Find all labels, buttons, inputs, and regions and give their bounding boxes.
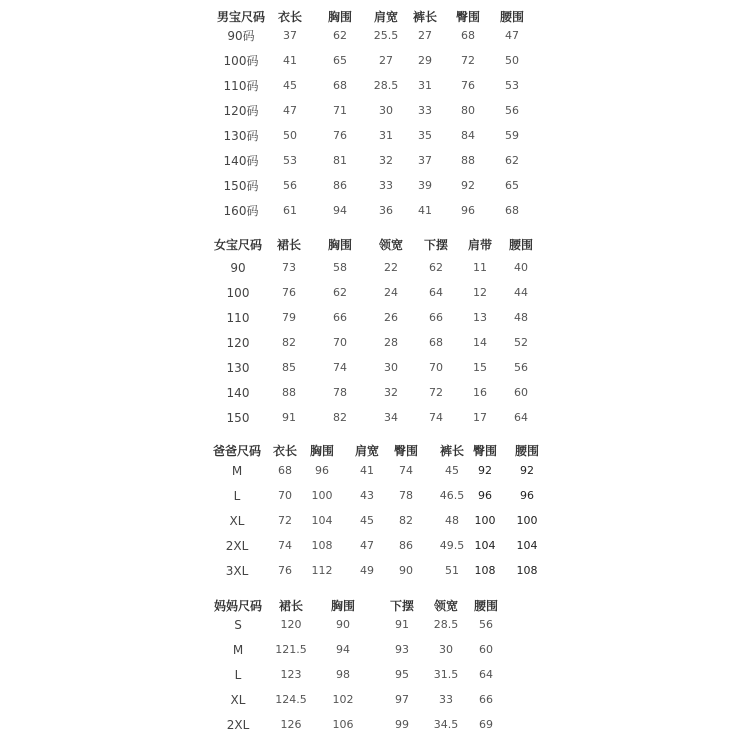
- table-row: [0, 715, 750, 735]
- column-header: 胸围: [309, 444, 335, 458]
- column-header: 臀围: [472, 444, 498, 458]
- size-label: 100码: [223, 54, 259, 68]
- table-row: [0, 51, 750, 71]
- measurement-cell: 72: [461, 54, 475, 67]
- measurement-cell: 62: [505, 154, 519, 167]
- measurement-cell: 51: [445, 564, 459, 577]
- measurement-cell: 24: [384, 286, 398, 299]
- measurement-cell: 71: [333, 104, 347, 117]
- measurement-cell: 47: [505, 29, 519, 42]
- measurement-cell: 12: [473, 286, 487, 299]
- size-label: 140: [226, 386, 250, 400]
- column-header: 胸围: [327, 10, 353, 24]
- size-label: 110码: [223, 79, 259, 93]
- measurement-cell: 74: [333, 361, 347, 374]
- measurement-cell: 86: [399, 539, 413, 552]
- measurement-cell: 58: [333, 261, 347, 274]
- measurement-cell: 64: [429, 286, 443, 299]
- table-row: [0, 176, 750, 196]
- measurement-cell: 72: [278, 514, 292, 527]
- measurement-cell: 121.5: [275, 643, 307, 656]
- column-header: 妈妈尺码: [213, 599, 263, 613]
- table-row: [0, 486, 750, 506]
- table-row: [0, 101, 750, 121]
- size-label: 3XL: [225, 564, 249, 578]
- measurement-cell: 32: [384, 386, 398, 399]
- measurement-cell: 68: [278, 464, 292, 477]
- measurement-cell: 78: [333, 386, 347, 399]
- column-header: 臀围: [455, 10, 481, 24]
- measurement-cell: 35: [418, 129, 432, 142]
- column-header: 裙长: [278, 599, 304, 613]
- column-header: 胸围: [330, 599, 356, 613]
- column-header: 胸围: [327, 238, 353, 252]
- measurement-cell: 100: [474, 514, 496, 527]
- measurement-cell: 95: [395, 668, 409, 681]
- measurement-cell: 64: [479, 668, 493, 681]
- measurement-cell: 92: [478, 464, 492, 477]
- size-label: 130码: [223, 129, 259, 143]
- measurement-cell: 68: [333, 79, 347, 92]
- measurement-cell: 26: [384, 311, 398, 324]
- measurement-cell: 97: [395, 693, 409, 706]
- measurement-cell: 112: [311, 564, 333, 577]
- measurement-cell: 80: [461, 104, 475, 117]
- measurement-cell: 92: [461, 179, 475, 192]
- measurement-cell: 62: [333, 286, 347, 299]
- size-label: 150: [226, 411, 250, 425]
- measurement-cell: 28.5: [373, 79, 399, 92]
- measurement-cell: 56: [479, 618, 493, 631]
- measurement-cell: 32: [379, 154, 393, 167]
- table-header-row: [0, 441, 750, 461]
- measurement-cell: 92: [520, 464, 534, 477]
- measurement-cell: 74: [278, 539, 292, 552]
- table-row: [0, 615, 750, 635]
- measurement-cell: 91: [395, 618, 409, 631]
- measurement-cell: 56: [514, 361, 528, 374]
- measurement-cell: 53: [505, 79, 519, 92]
- measurement-cell: 94: [336, 643, 350, 656]
- column-header: 臀围: [393, 444, 419, 458]
- measurement-cell: 14: [473, 336, 487, 349]
- measurement-cell: 45: [283, 79, 297, 92]
- column-header: 肩带: [467, 238, 493, 252]
- size-label: 150码: [223, 179, 259, 193]
- measurement-cell: 65: [333, 54, 347, 67]
- measurement-cell: 94: [333, 204, 347, 217]
- table-row: [0, 201, 750, 221]
- measurement-cell: 49: [360, 564, 374, 577]
- column-header: 衣长: [272, 444, 298, 458]
- size-label: 140码: [223, 154, 259, 168]
- measurement-cell: 64: [514, 411, 528, 424]
- column-header: 腰围: [514, 444, 540, 458]
- measurement-cell: 96: [315, 464, 329, 477]
- measurement-cell: 70: [333, 336, 347, 349]
- column-header: 男宝尺码: [216, 10, 266, 24]
- measurement-cell: 78: [399, 489, 413, 502]
- measurement-cell: 96: [461, 204, 475, 217]
- measurement-cell: 126: [280, 718, 302, 731]
- table-row: [0, 665, 750, 685]
- measurement-cell: 76: [461, 79, 475, 92]
- measurement-cell: 100: [516, 514, 538, 527]
- measurement-cell: 66: [333, 311, 347, 324]
- measurement-cell: 76: [278, 564, 292, 577]
- measurement-cell: 61: [283, 204, 297, 217]
- measurement-cell: 29: [418, 54, 432, 67]
- measurement-cell: 41: [283, 54, 297, 67]
- measurement-cell: 31.5: [433, 668, 459, 681]
- measurement-cell: 106: [332, 718, 354, 731]
- size-label: 90码: [227, 29, 255, 43]
- table-row: [0, 333, 750, 353]
- measurement-cell: 56: [283, 179, 297, 192]
- table-header-row: [0, 235, 750, 255]
- table-row: [0, 283, 750, 303]
- measurement-cell: 34.5: [433, 718, 459, 731]
- measurement-cell: 102: [332, 693, 354, 706]
- measurement-cell: 84: [461, 129, 475, 142]
- column-header: 腰围: [499, 10, 525, 24]
- table-row: [0, 308, 750, 328]
- measurement-cell: 108: [474, 564, 496, 577]
- table-row: [0, 536, 750, 556]
- measurement-cell: 74: [429, 411, 443, 424]
- measurement-cell: 60: [479, 643, 493, 656]
- column-header: 领宽: [433, 599, 459, 613]
- measurement-cell: 108: [516, 564, 538, 577]
- measurement-cell: 62: [429, 261, 443, 274]
- table-row: [0, 561, 750, 581]
- measurement-cell: 50: [283, 129, 297, 142]
- measurement-cell: 68: [505, 204, 519, 217]
- size-label: 120: [226, 336, 250, 350]
- measurement-cell: 28: [384, 336, 398, 349]
- measurement-cell: 16: [473, 386, 487, 399]
- measurement-cell: 120: [280, 618, 302, 631]
- column-header: 裤长: [439, 444, 465, 458]
- table-row: [0, 511, 750, 531]
- measurement-cell: 65: [505, 179, 519, 192]
- measurement-cell: 70: [278, 489, 292, 502]
- table-row: [0, 461, 750, 481]
- measurement-cell: 25.5: [373, 29, 399, 42]
- table-header-row: [0, 7, 750, 27]
- measurement-cell: 74: [399, 464, 413, 477]
- measurement-cell: 53: [283, 154, 297, 167]
- measurement-cell: 22: [384, 261, 398, 274]
- measurement-cell: 62: [333, 29, 347, 42]
- measurement-cell: 68: [429, 336, 443, 349]
- measurement-cell: 41: [418, 204, 432, 217]
- measurement-cell: 59: [505, 129, 519, 142]
- column-header: 裤长: [412, 10, 438, 24]
- measurement-cell: 44: [514, 286, 528, 299]
- size-label: XL: [230, 693, 246, 707]
- measurement-cell: 82: [282, 336, 296, 349]
- measurement-cell: 11: [473, 261, 487, 274]
- table-row: [0, 151, 750, 171]
- column-header: 肩宽: [373, 10, 399, 24]
- measurement-cell: 68: [461, 29, 475, 42]
- measurement-cell: 72: [429, 386, 443, 399]
- column-header: 下摆: [389, 599, 415, 613]
- column-header: 肩宽: [354, 444, 380, 458]
- measurement-cell: 96: [478, 489, 492, 502]
- measurement-cell: 79: [282, 311, 296, 324]
- measurement-cell: 27: [379, 54, 393, 67]
- measurement-cell: 82: [399, 514, 413, 527]
- measurement-cell: 96: [520, 489, 534, 502]
- measurement-cell: 31: [418, 79, 432, 92]
- measurement-cell: 123: [280, 668, 302, 681]
- measurement-cell: 73: [282, 261, 296, 274]
- measurement-cell: 37: [418, 154, 432, 167]
- size-label: 90: [230, 261, 246, 275]
- size-label: M: [232, 643, 244, 657]
- measurement-cell: 124.5: [275, 693, 307, 706]
- measurement-cell: 86: [333, 179, 347, 192]
- measurement-cell: 100: [311, 489, 333, 502]
- measurement-cell: 30: [379, 104, 393, 117]
- column-header: 腰围: [508, 238, 534, 252]
- measurement-cell: 37: [283, 29, 297, 42]
- measurement-cell: 104: [516, 539, 538, 552]
- measurement-cell: 45: [360, 514, 374, 527]
- measurement-cell: 108: [311, 539, 333, 552]
- table-header-row: [0, 596, 750, 616]
- measurement-cell: 33: [379, 179, 393, 192]
- column-header: 腰围: [473, 599, 499, 613]
- column-header: 裙长: [276, 238, 302, 252]
- measurement-cell: 33: [418, 104, 432, 117]
- measurement-cell: 17: [473, 411, 487, 424]
- measurement-cell: 13: [473, 311, 487, 324]
- column-header: 领宽: [378, 238, 404, 252]
- measurement-cell: 50: [505, 54, 519, 67]
- measurement-cell: 90: [399, 564, 413, 577]
- measurement-cell: 31: [379, 129, 393, 142]
- column-header: 爸爸尺码: [212, 444, 262, 458]
- table-row: [0, 258, 750, 278]
- table-row: [0, 383, 750, 403]
- measurement-cell: 28.5: [433, 618, 459, 631]
- measurement-cell: 104: [311, 514, 333, 527]
- table-row: [0, 358, 750, 378]
- measurement-cell: 41: [360, 464, 374, 477]
- measurement-cell: 47: [360, 539, 374, 552]
- measurement-cell: 82: [333, 411, 347, 424]
- measurement-cell: 40: [514, 261, 528, 274]
- table-row: [0, 408, 750, 428]
- size-label: S: [234, 618, 242, 632]
- measurement-cell: 76: [333, 129, 347, 142]
- size-label: L: [234, 668, 242, 682]
- size-label: 120码: [223, 104, 259, 118]
- measurement-cell: 104: [474, 539, 496, 552]
- measurement-cell: 98: [336, 668, 350, 681]
- measurement-cell: 48: [445, 514, 459, 527]
- column-header: 女宝尺码: [213, 238, 263, 252]
- measurement-cell: 66: [479, 693, 493, 706]
- size-label: M: [231, 464, 243, 478]
- measurement-cell: 43: [360, 489, 374, 502]
- measurement-cell: 85: [282, 361, 296, 374]
- measurement-cell: 33: [439, 693, 453, 706]
- measurement-cell: 30: [439, 643, 453, 656]
- measurement-cell: 60: [514, 386, 528, 399]
- measurement-cell: 27: [418, 29, 432, 42]
- measurement-cell: 93: [395, 643, 409, 656]
- measurement-cell: 88: [461, 154, 475, 167]
- measurement-cell: 46.5: [439, 489, 465, 502]
- table-row: [0, 76, 750, 96]
- measurement-cell: 66: [429, 311, 443, 324]
- size-label: 100: [226, 286, 250, 300]
- measurement-cell: 36: [379, 204, 393, 217]
- size-label: 160码: [223, 204, 259, 218]
- table-row: [0, 26, 750, 46]
- measurement-cell: 45: [445, 464, 459, 477]
- measurement-cell: 15: [473, 361, 487, 374]
- measurement-cell: 69: [479, 718, 493, 731]
- measurement-cell: 49.5: [439, 539, 465, 552]
- measurement-cell: 70: [429, 361, 443, 374]
- measurement-cell: 76: [282, 286, 296, 299]
- table-row: [0, 690, 750, 710]
- size-label: 110: [226, 311, 250, 325]
- measurement-cell: 90: [336, 618, 350, 631]
- size-label: 2XL: [225, 539, 249, 553]
- measurement-cell: 91: [282, 411, 296, 424]
- measurement-cell: 47: [283, 104, 297, 117]
- measurement-cell: 34: [384, 411, 398, 424]
- table-row: [0, 640, 750, 660]
- measurement-cell: 52: [514, 336, 528, 349]
- measurement-cell: 39: [418, 179, 432, 192]
- column-header: 下摆: [423, 238, 449, 252]
- measurement-cell: 48: [514, 311, 528, 324]
- measurement-cell: 56: [505, 104, 519, 117]
- size-label: 130: [226, 361, 250, 375]
- measurement-cell: 99: [395, 718, 409, 731]
- size-label: L: [233, 489, 241, 503]
- size-label: XL: [229, 514, 245, 528]
- measurement-cell: 88: [282, 386, 296, 399]
- size-label: 2XL: [226, 718, 250, 732]
- measurement-cell: 30: [384, 361, 398, 374]
- column-header: 衣长: [277, 10, 303, 24]
- table-row: [0, 126, 750, 146]
- measurement-cell: 81: [333, 154, 347, 167]
